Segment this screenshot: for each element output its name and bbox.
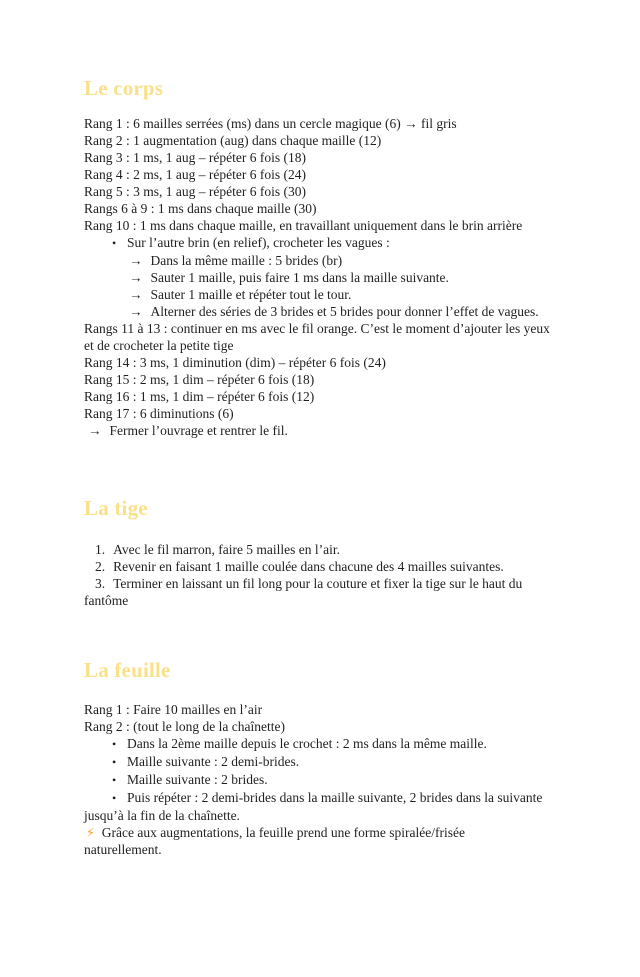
text-line (84, 320, 580, 337)
line-text: Rangs 11 à 13 : continuer en ms avec le fil orange. C’est le moment d’ajouter les yeux (84, 321, 550, 336)
text-line (84, 753, 580, 771)
text-line (84, 132, 580, 149)
text-line (84, 388, 580, 405)
line-text: Rang 14 : 3 ms, 1 diminution (dim) – répéter 6 fois (24) (84, 355, 386, 370)
section-title-la-tige: La tige (84, 496, 148, 520)
text-line (84, 149, 580, 166)
text-line (84, 166, 580, 183)
document-body (84, 75, 580, 858)
text-line (84, 405, 580, 422)
line-text: fantôme (84, 593, 129, 608)
line-text: naturellement. (84, 842, 162, 857)
line-text: Dans la même maille : 5 brides (br) (150, 253, 343, 268)
line-text: Rang 1 : Faire 10 mailles en l’air (84, 702, 263, 717)
line-text: Revenir en faisant 1 maille coulée dans chacune des 4 mailles suivantes. (113, 559, 504, 574)
line-text: Sauter 1 maille et répéter tout le tour. (150, 287, 352, 302)
section-title-la-feuille: La feuille (84, 658, 171, 682)
arrow-marker: → (129, 253, 143, 268)
document-page (0, 75, 640, 977)
line-text: Rang 2 : 1 augmentation (aug) dans chaque maille (12) (84, 133, 382, 148)
line-text: Rang 4 : 2 ms, 1 aug – répéter 6 fois (24) (84, 167, 306, 182)
number-marker: 1. (95, 542, 106, 557)
text-line (84, 354, 580, 371)
line-text: Sauter 1 maille, puis faire 1 ms dans la maille suivante. (150, 270, 449, 285)
text-line (84, 735, 580, 753)
line-text: Grâce aux augmentations, la feuille prend une forme spiralée/frisée (101, 825, 465, 840)
arrow-marker: → (129, 287, 143, 302)
section-la-tige (84, 495, 580, 609)
section-la-feuille (84, 657, 580, 858)
line-text: et de crocheter la petite tige (84, 338, 234, 353)
text-line (84, 252, 580, 269)
bullet-marker: • (112, 791, 117, 805)
line-text: Terminer en laissant un fil long pour la couture et fixer la tige sur le haut du (113, 576, 523, 591)
line-text: Sur l’autre brin (en relief), crocheter les vagues : (127, 235, 390, 250)
line-text: Fermer l’ouvrage et rentrer le fil. (109, 423, 288, 438)
arrow-marker: → (129, 270, 143, 285)
text-line (84, 771, 580, 789)
section-title-le-corps: Le corps (84, 76, 164, 100)
arrow-marker: → (88, 423, 102, 438)
text-line (84, 200, 580, 217)
text-line (84, 701, 580, 718)
section-body (84, 115, 580, 439)
line-text: Rang 2 : (tout le long de la chaînette) (84, 719, 285, 734)
section-le-corps (84, 75, 580, 439)
line-text: Rangs 6 à 9 : 1 ms dans chaque maille (30) (84, 201, 317, 216)
text-line (84, 286, 580, 303)
line-text: Puis répéter : 2 demi-brides dans la maille suivante, 2 brides dans la suivante (127, 790, 543, 805)
line-text: Maille suivante : 2 brides. (127, 772, 268, 787)
line-text: Rang 1 : 6 mailles serrées (ms) dans un cercle magique (6) → fil gris (84, 116, 457, 131)
text-line (84, 371, 580, 388)
text-line (84, 592, 580, 609)
line-text: Rang 10 : 1 ms dans chaque maille, en travaillant uniquement dans le brin arrière (84, 218, 523, 233)
text-line (84, 541, 580, 558)
text-line (84, 824, 580, 841)
number-marker: 3. (95, 576, 106, 591)
line-text: Rang 15 : 2 ms, 1 dim – répéter 6 fois (18) (84, 372, 315, 387)
text-line (84, 115, 580, 132)
line-text: jusqu’à la fin de la chaînette. (84, 808, 240, 823)
text-line (84, 558, 580, 575)
line-text: Alterner des séries de 3 brides et 5 brides pour donner l’effet de vagues. (150, 304, 539, 319)
line-text: Rang 5 : 3 ms, 1 aug – répéter 6 fois (30) (84, 184, 306, 199)
line-text: Avec le fil marron, faire 5 mailles en l’air. (113, 542, 341, 557)
line-text: Maille suivante : 2 demi-brides. (127, 754, 300, 769)
text-line (84, 841, 580, 858)
number-marker: 2. (95, 559, 106, 574)
text-line (84, 807, 580, 824)
text-line (84, 575, 580, 592)
text-line (84, 183, 580, 200)
text-line (84, 234, 580, 252)
text-line (84, 789, 580, 807)
text-line (84, 337, 580, 354)
line-text: Rang 3 : 1 ms, 1 aug – répéter 6 fois (18) (84, 150, 306, 165)
bullet-marker: • (112, 755, 117, 769)
line-text: Dans la 2ème maille depuis le crochet : 2 ms dans la même maille. (127, 736, 487, 751)
section-body (84, 541, 580, 609)
section-body (84, 701, 580, 858)
line-text: Rang 17 : 6 diminutions (6) (84, 406, 234, 421)
bullet-marker: • (112, 773, 117, 787)
line-text: Rang 16 : 1 ms, 1 dim – répéter 6 fois (12) (84, 389, 315, 404)
lightning-icon: ⚡ (86, 825, 95, 840)
text-line (84, 718, 580, 735)
text-line (84, 217, 580, 234)
bullet-marker: • (112, 236, 117, 250)
arrow-marker: → (129, 304, 143, 319)
bullet-marker: • (112, 737, 117, 751)
text-line (84, 269, 580, 286)
text-line (84, 422, 580, 439)
text-line (84, 303, 580, 320)
